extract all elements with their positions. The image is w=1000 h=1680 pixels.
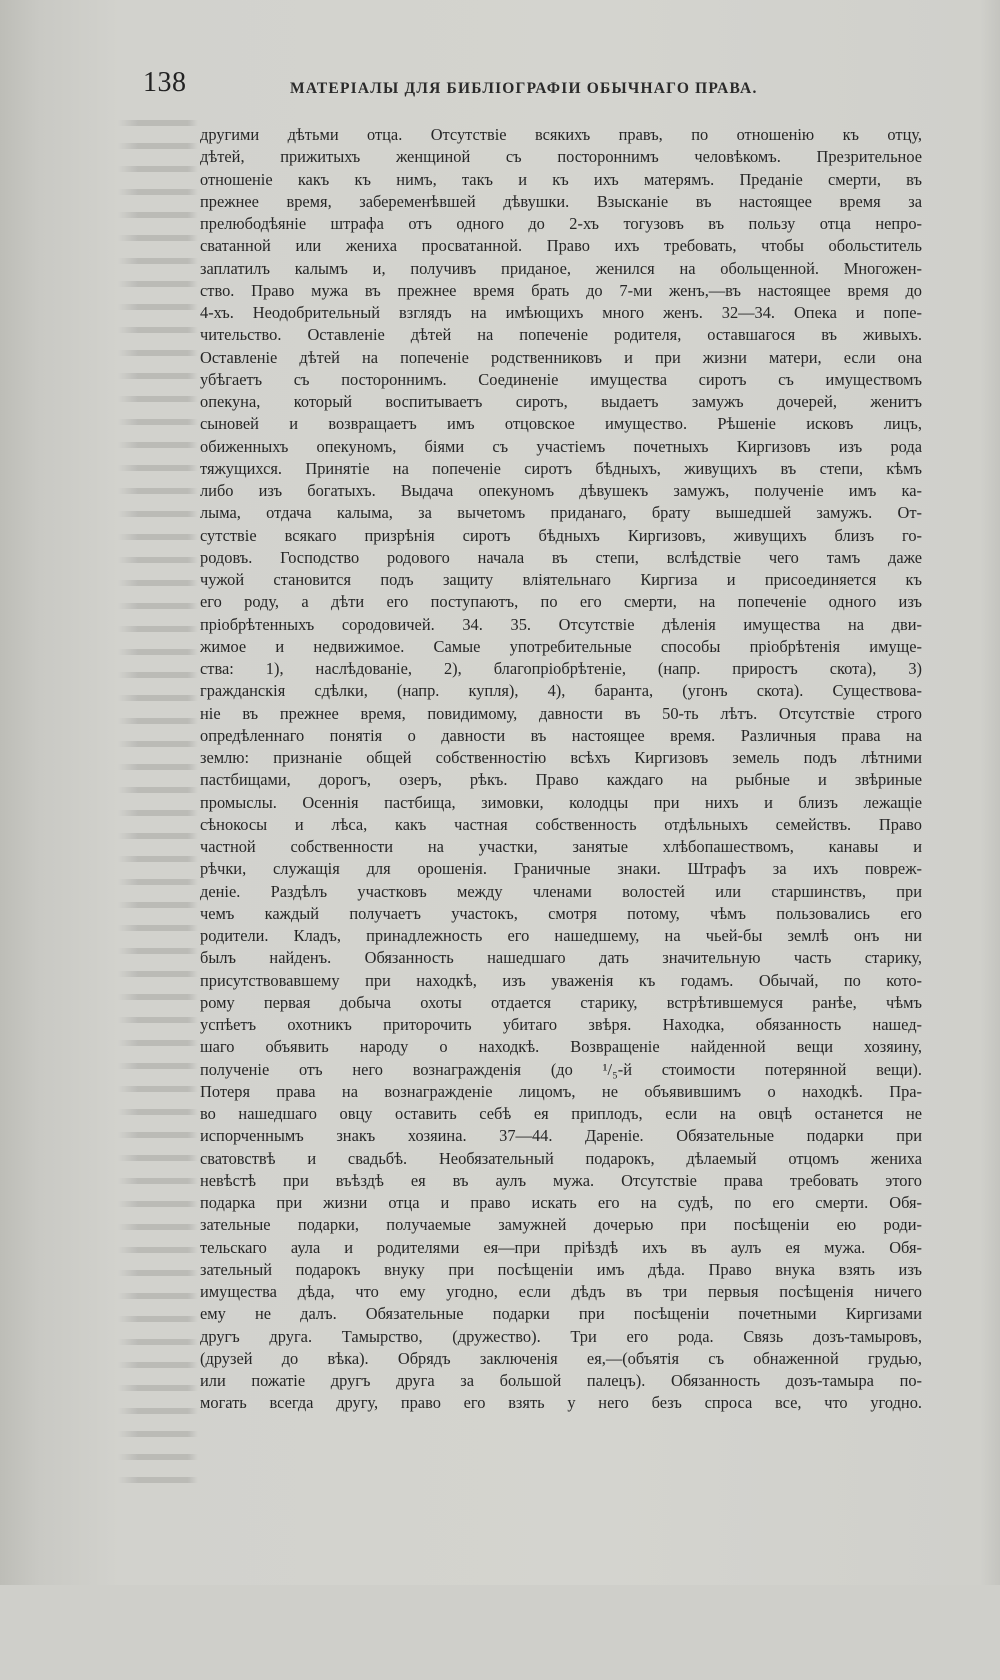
- text-line: родовъ. Господство родового начала въ степи, вслѣдствіе чего тамъ даже: [200, 547, 922, 567]
- bleed-through-margin: [118, 120, 198, 1680]
- text-line: жимое и недвижимое. Самые употребительные способы пріобрѣтенія имуще-: [200, 636, 922, 656]
- bleed-line: [118, 672, 198, 678]
- bleed-line: [118, 465, 198, 471]
- bleed-line: [118, 1040, 198, 1046]
- bleed-line: [118, 1201, 198, 1207]
- bleed-line: [118, 557, 198, 563]
- text-line: зательные подарки, получаемые замужней дочерью при посѣщеніи ею роди-: [200, 1215, 922, 1235]
- text-line: родители. Кладъ, принадлежность его нашедшему, на чьей-бы землѣ онъ ни: [200, 926, 922, 945]
- text-line: убѣгаетъ съ постороннимъ. Соединеніе имущества сиротъ съ имуществомъ: [200, 369, 922, 389]
- text-line: во нашедшаго овцу оставить себѣ ея приплодъ, если на овцѣ останется не: [200, 1104, 922, 1123]
- text-line: чительство. Оставленіе дѣтей на попеченіе родителя, оставшагося въ живыхъ.: [200, 325, 922, 345]
- bleed-line: [118, 281, 198, 287]
- bleed-line: [118, 603, 198, 609]
- bleed-line: [118, 1270, 198, 1276]
- text-line: ніе въ прежнее время, повидимому, давности въ 50-ть лѣтъ. Отсутствіе строго: [200, 703, 922, 723]
- text-line: землю: признаніе общей собственностію всѣхъ Киргизовъ земель подъ лѣтними: [200, 748, 922, 767]
- bleed-line: [118, 1132, 198, 1138]
- text-line: рѣчки, служащія для орошенія. Граничные знаки. Штрафъ за ихъ повреж-: [200, 859, 922, 879]
- text-line: обиженныхъ опекуномъ, біями съ участіемъ почетныхъ Киргизовъ изъ рода: [200, 436, 922, 456]
- text-line: сутствіе всякаго призрѣнія сиротъ бѣдныхъ Киргизовъ, живущихъ близъ го-: [200, 525, 922, 545]
- bleed-line: [118, 1247, 198, 1253]
- text-line: его роду, а дѣти его поступаютъ, по его смерти, на попеченіе одного изъ: [200, 592, 922, 612]
- bleed-line: [118, 994, 198, 1000]
- text-line: лыма, отдача калыма, за вычетомъ приданаго, брату вышедшей замужъ. От-: [200, 503, 922, 523]
- bleed-line: [118, 488, 198, 494]
- text-line: либо изъ богатыхъ. Выдача опекуномъ дѣвушекъ замужъ, полученіе имъ ка-: [200, 481, 922, 500]
- text-line: ему не далъ. Обязательные подарки при посѣщеніи почетными Киргизами: [200, 1304, 922, 1324]
- bleed-line: [118, 902, 198, 908]
- text-line: заплатилъ калымъ и, получивъ приданое, женился на обольщенной. Многожен-: [200, 258, 922, 278]
- text-line: испорченнымъ знакъ хозяина. 37—44. Дареніе. Обязательные подарки при: [200, 1126, 922, 1146]
- page-number: 138: [143, 67, 187, 98]
- running-head: МАТЕРІАЛЫ ДЛЯ БИБЛІОГРАФІИ ОБЫЧНАГО ПРАВА.: [290, 80, 758, 97]
- bleed-line: [118, 442, 198, 448]
- text-line: чемъ каждый получаетъ участокъ, смотря потому, чѣмъ пользовались его: [200, 903, 922, 923]
- text-line: ство. Право мужа въ прежнее время брать до 7-ми женъ,—въ настоящее время до: [200, 280, 922, 300]
- text-line: зательный подарокъ внуку при посѣщеніи имъ дѣда. Право внука взять изъ: [200, 1259, 922, 1279]
- bleed-line: [118, 787, 198, 793]
- text-line: тяжущихся. Принятіе на попеченіе сиротъ бѣдныхъ, живущихъ въ степи, кѣмъ: [200, 458, 922, 478]
- bleed-line: [118, 580, 198, 586]
- bleed-line: [118, 166, 198, 172]
- text-line: другими дѣтьми отца. Отсутствіе всякихъ правъ, по отношенію къ отцу,: [200, 125, 922, 144]
- text-line: отношеніе какъ къ нимъ, такъ и къ ихъ матерямъ. Преданіе смерти, въ: [200, 169, 922, 189]
- bleed-line: [118, 810, 198, 816]
- text-line: деніе. Раздѣлъ участковъ между членами волостей или старшинствъ, при: [200, 881, 922, 901]
- bleed-line: [118, 1339, 198, 1345]
- text-line: шаго объявить народу о находкѣ. Возвращеніе найденной вещи хозяину,: [200, 1037, 922, 1057]
- text-line: имущества дѣда, что ему угодно, если дѣдъ въ три первыя посѣщенія ничего: [200, 1282, 922, 1301]
- text-line: прелюбодѣяніе штрафа отъ одного до 2-хъ тогузовъ въ пользу отца непро-: [200, 214, 922, 233]
- text-line: тельскаго аула и родителями ея—при пріѣздѣ ихъ въ аулъ ея мужа. Обя-: [200, 1237, 922, 1257]
- bleed-line: [118, 1086, 198, 1092]
- bleed-line: [118, 350, 198, 356]
- bleed-line: [118, 741, 198, 747]
- text-line: успѣетъ охотникъ приторочить убитаго звѣря. Находка, обязанность нашед-: [200, 1015, 922, 1034]
- text-line: 4-хъ. Неодобрительный взглядъ на имѣющихъ много женъ. 32—34. Опека и попе-: [200, 303, 922, 322]
- text-line: промыслы. Осеннія пастбища, зимовки, колодцы при нихъ и близъ лежащіе: [200, 792, 922, 812]
- bleed-line: [118, 258, 198, 264]
- bleed-line: [118, 235, 198, 241]
- bleed-line: [118, 1454, 198, 1460]
- text-line: или пожатіе другъ друга за большой палецъ). Обязанность дозъ-тамыра по-: [200, 1371, 922, 1390]
- text-line: опекуна, который воспитываетъ сиротъ, выдаетъ замужъ дочерей, женитъ: [200, 392, 922, 411]
- bleed-line: [118, 626, 198, 632]
- bleed-line: [118, 1178, 198, 1184]
- bleed-line: [118, 304, 198, 310]
- bleed-line: [118, 1477, 198, 1483]
- bleed-line: [118, 856, 198, 862]
- text-line: присутствовавшему при находкѣ, изъ уваженія къ годамъ. Обычай, по кото-: [200, 970, 922, 990]
- text-line: Оставленіе дѣтей на попеченіе родственниковъ и при жизни матери, если она: [200, 347, 922, 367]
- text-line: ства: 1), наслѣдованіе, 2), благопріобрѣтеніе, (напр. приростъ скота), 3): [200, 659, 922, 678]
- bleed-line: [118, 718, 198, 724]
- text-line: сватовствѣ и свадьбѣ. Необязательный подарокъ, дѣлаемый отцомъ жениха: [200, 1148, 922, 1168]
- bleed-line: [118, 971, 198, 977]
- text-line: дѣтей, прижитыхъ женщиной съ постороннимъ человѣкомъ. Презрительное: [200, 147, 922, 167]
- bleed-line: [118, 1431, 198, 1437]
- bleed-line: [118, 1385, 198, 1391]
- text-line: рому первая добыча охоты отдается старику, встрѣтившемуся ранѣе, чѣмъ: [200, 992, 922, 1012]
- bleed-line: [118, 1109, 198, 1115]
- bleed-line: [118, 1063, 198, 1069]
- bleed-line: [118, 120, 198, 126]
- text-line: частной собственности на участки, занятые хлѣбопашествомъ, канавы и: [200, 837, 922, 856]
- text-line: Потеря права на вознагражденіе лицомъ, не объявившимъ о находкѣ. Пра-: [200, 1081, 922, 1101]
- bleed-line: [118, 649, 198, 655]
- bleed-line: [118, 419, 198, 425]
- bleed-line: [118, 511, 198, 517]
- text-line: сватанной или жениха просватанной. Право ихъ требовать, чтобы обольститель: [200, 236, 922, 256]
- text-line: сѣнокосы и лѣса, какъ частная собственность отдѣльныхъ семействъ. Право: [200, 814, 922, 834]
- bleed-line: [118, 695, 198, 701]
- bleed-line: [118, 948, 198, 954]
- text-line: пріобрѣтенныхъ сородовичей. 34. 35. Отсутствіе дѣленія имущества на дви-: [200, 614, 922, 634]
- bleed-line: [118, 1362, 198, 1368]
- bleed-line: [118, 1293, 198, 1299]
- text-line: пастбищами, дорогъ, озеръ, рѣкъ. Право каждаго на рыбные и звѣриные: [200, 770, 922, 790]
- text-line: (друзей до вѣка). Обрядъ заключенія ея,—(объятія съ обнаженной грудью,: [200, 1348, 922, 1368]
- text-line: невѣстѣ при въѣздѣ ея въ аулъ мужа. Отсутствіе права требовать этого: [200, 1170, 922, 1190]
- text-line: подарка при жизни отца и право искать его на судѣ, по его смерти. Обя-: [200, 1193, 922, 1212]
- bleed-line: [118, 373, 198, 379]
- text-line: былъ найденъ. Обязанность нашедшаго дать значительную часть старику,: [200, 948, 922, 968]
- bleed-line: [118, 833, 198, 839]
- text-line: сыновей и возвращаетъ имъ отцовское имущество. Рѣшеніе исковъ лицъ,: [200, 414, 922, 434]
- bleed-line: [118, 143, 198, 149]
- bleed-line: [118, 212, 198, 218]
- body-text: [200, 124, 922, 1564]
- bleed-line: [118, 189, 198, 195]
- bleed-line: [118, 925, 198, 931]
- text-line: чужой становится подъ защиту вліятельнаго Киргиза и присоединяется къ: [200, 570, 922, 589]
- bleed-line: [118, 1224, 198, 1230]
- bleed-line: [118, 534, 198, 540]
- bleed-line: [118, 879, 198, 885]
- text-line: полученіе отъ него вознагражденія (до ¹/₅-й стоимости потерянной вещи).: [200, 1059, 922, 1079]
- bleed-line: [118, 764, 198, 770]
- bleed-line: [118, 396, 198, 402]
- bleed-line: [118, 1017, 198, 1023]
- bleed-line: [118, 1316, 198, 1322]
- bleed-line: [118, 1408, 198, 1414]
- text-line: прежнее время, забеременѣвшей дѣвушки. Взысканіе въ настоящее время за: [200, 191, 922, 211]
- text-line: опредѣленнаго понятія о давности въ настоящее время. Различныя права на: [200, 725, 922, 745]
- bleed-line: [118, 1155, 198, 1161]
- bleed-line: [118, 327, 198, 333]
- text-line: гражданскія сдѣлки, (напр. купля), 4), баранта, (угонъ скота). Существова-: [200, 681, 922, 701]
- text-line: другъ друга. Тамырство, (дружество). Три его рода. Связь дозъ-тамыровъ,: [200, 1326, 922, 1346]
- text-line: могать всегда другу, право его взять у него безъ спроса все, что угодно.: [200, 1393, 922, 1413]
